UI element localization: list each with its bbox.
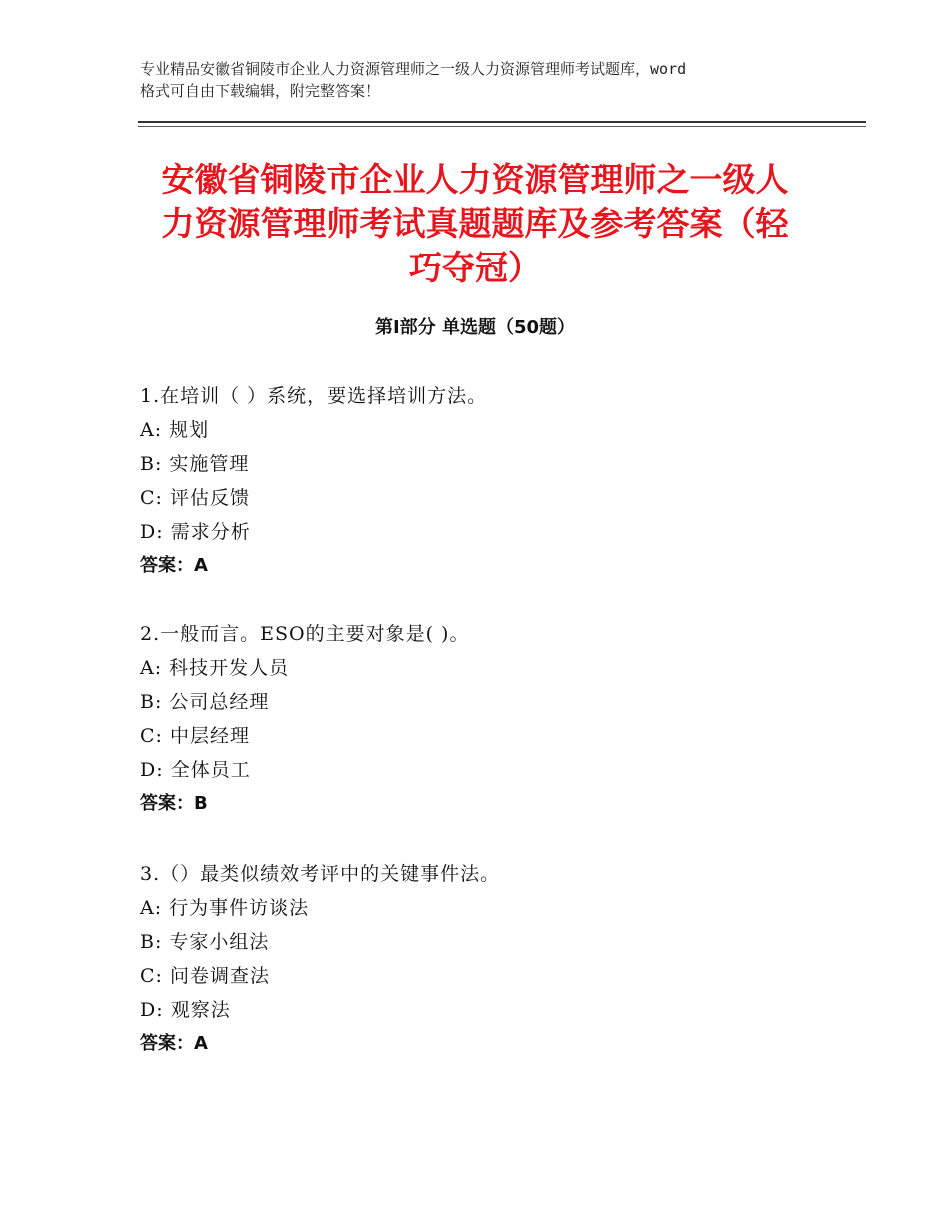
option-letter: D: xyxy=(140,521,164,543)
option-d xyxy=(140,753,840,787)
option-text: 专家小组法 xyxy=(169,931,270,953)
question-1 xyxy=(140,379,840,583)
document-title-line-2: 力资源管理师考试真题题库及参考答案（轻 xyxy=(161,204,789,243)
option-letter: C: xyxy=(140,965,163,987)
answer-key: 答案：A xyxy=(140,1033,208,1054)
option-text: 观察法 xyxy=(170,999,231,1021)
option-letter: D: xyxy=(140,999,164,1021)
option-b xyxy=(140,685,840,719)
document-title-line-3: 巧夺冠） xyxy=(409,248,541,287)
answer-key: 答案：B xyxy=(140,793,208,814)
answer-key: 答案：A xyxy=(140,555,208,576)
question-stem: 2.一般而言。ESO的主要对象是( )。 xyxy=(140,623,470,645)
header-note-line-1: 专业精品安徽省铜陵市企业人力资源管理师之一级人力资源管理师考试题库，word xyxy=(140,60,687,78)
question-3 xyxy=(140,857,840,1061)
question-2 xyxy=(140,617,840,821)
option-a xyxy=(140,413,840,447)
option-letter: C: xyxy=(140,725,163,747)
option-a xyxy=(140,891,840,925)
option-text: 中层经理 xyxy=(170,725,251,747)
option-c xyxy=(140,719,840,753)
option-b xyxy=(140,447,840,481)
option-c xyxy=(140,481,840,515)
option-letter: A: xyxy=(140,657,163,679)
header-note xyxy=(140,58,840,102)
option-letter: C: xyxy=(140,487,163,509)
option-b xyxy=(140,925,840,959)
question-stem: 1.在培训（ ）系统，要选择培训方法。 xyxy=(140,385,488,407)
option-d xyxy=(140,993,840,1027)
option-text: 问卷调查法 xyxy=(170,965,271,987)
header-note-line-2: 格式可自由下载编辑，附完整答案！ xyxy=(140,82,381,100)
document-title xyxy=(140,158,810,290)
option-text: 行为事件访谈法 xyxy=(169,897,310,919)
option-letter: B: xyxy=(140,691,163,713)
option-text: 全体员工 xyxy=(170,759,251,781)
option-text: 公司总经理 xyxy=(169,691,270,713)
option-text: 实施管理 xyxy=(169,453,250,475)
option-text: 评估反馈 xyxy=(170,487,251,509)
option-letter: B: xyxy=(140,453,163,475)
option-d xyxy=(140,515,840,549)
header-divider-thick xyxy=(138,121,866,123)
option-letter: A: xyxy=(140,897,163,919)
document-title-line-1: 安徽省铜陵市企业人力资源管理师之一级人 xyxy=(161,160,789,199)
option-c xyxy=(140,959,840,993)
option-text: 规划 xyxy=(169,419,210,441)
option-letter: A: xyxy=(140,419,163,441)
section-heading: 第Ⅰ部分 单选题（50题） xyxy=(374,317,575,338)
option-a xyxy=(140,651,840,685)
header-divider-thin xyxy=(138,126,866,127)
question-stem: 3.（）最类似绩效考评中的关键事件法。 xyxy=(140,863,501,885)
option-letter: D: xyxy=(140,759,164,781)
option-text: 需求分析 xyxy=(170,521,251,543)
option-letter: B: xyxy=(140,931,163,953)
option-text: 科技开发人员 xyxy=(169,657,290,679)
